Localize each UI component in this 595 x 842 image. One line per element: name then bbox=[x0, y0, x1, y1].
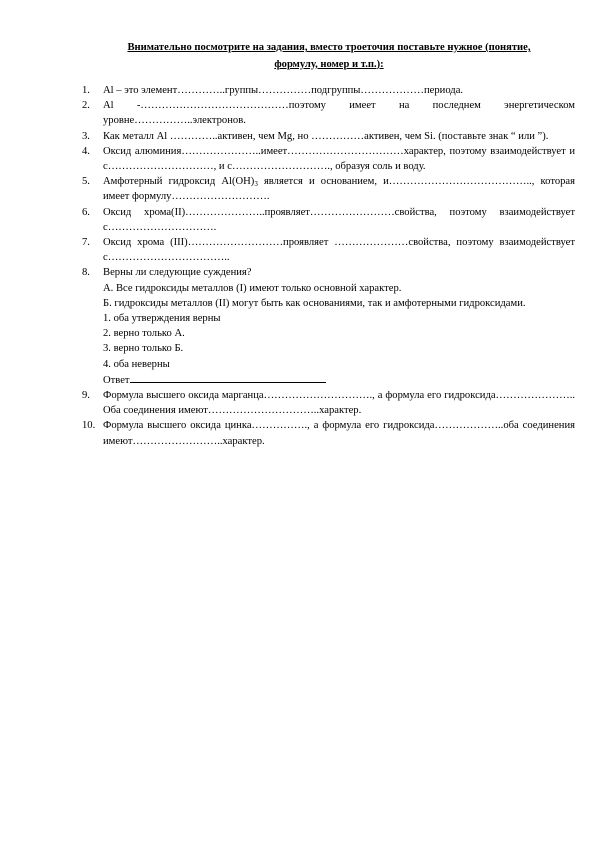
task-text: Оксид хрома(II)…………………..проявляет……………………свойства, поэтому взаимодействует с…………………………. bbox=[103, 206, 575, 233]
task-text: Формула высшего оксида цинка……………., а формула его гидроксида………………..оба соединения имеют……………………..характер. bbox=[103, 420, 575, 447]
title-line-1: Внимательно посмотрите на задания, вместо троеточия поставьте нужное (понятие, bbox=[127, 42, 531, 53]
worksheet-title bbox=[82, 40, 576, 73]
task-item-8 bbox=[82, 265, 575, 388]
task-number: 3. bbox=[82, 130, 90, 142]
answer-row bbox=[103, 372, 575, 388]
task-item-3 bbox=[82, 129, 575, 144]
task-number: 4. bbox=[82, 145, 90, 157]
task-number: 10. bbox=[82, 420, 96, 432]
statement-a: А. Все гидроксиды металлов (I) имеют только основной характер. bbox=[103, 282, 402, 294]
task-number: 9. bbox=[82, 390, 90, 402]
task-text: Оксид хрома (III)………………………проявляет …………………свойства, поэтому взаимодействует с…………………………….. bbox=[103, 237, 575, 264]
option-3: 3. верно только Б. bbox=[103, 343, 184, 355]
task-number: 5. bbox=[82, 176, 90, 188]
task-item-2 bbox=[82, 98, 575, 128]
task-text: Как металл Al …………..активен, чем Mg, но ……………активен, чем Si. (поставьте знак “ или ”). bbox=[103, 130, 549, 142]
task-item-5 bbox=[82, 174, 575, 204]
task-item-7 bbox=[82, 235, 575, 265]
task-item-9 bbox=[82, 388, 575, 418]
option-4: 4. оба неверны bbox=[103, 358, 170, 370]
task-text-post: является и основанием, и………………………………….., которая имеет формулу………………………. bbox=[103, 176, 575, 203]
statement-b: Б. гидроксиды металлов (II) могут быть как основаниями, так и амфотерными гидроксидами. bbox=[103, 297, 526, 309]
task-number: 6. bbox=[82, 206, 90, 218]
option-1: 1. оба утверждения верны bbox=[103, 313, 221, 325]
title-line-2: формулу, номер и т.п.): bbox=[274, 58, 384, 70]
task-number: 2. bbox=[82, 100, 90, 112]
task-item-10 bbox=[82, 418, 575, 448]
task-text-pre: Амфотерный гидроксид Al(OH) bbox=[103, 176, 255, 188]
task-list bbox=[82, 83, 575, 449]
answer-blank-line[interactable] bbox=[130, 372, 326, 383]
option-2: 2. верно только А. bbox=[103, 328, 185, 340]
task-number: 8. bbox=[82, 267, 90, 279]
task-item-1 bbox=[82, 83, 575, 98]
task-text: Формула высшего оксида марганца…………………………., а формула его гидроксида………………….. Оба соединения имеют…………………………..характер. bbox=[103, 390, 575, 417]
task-text bbox=[103, 174, 575, 204]
task-text: Оксид алюминия…………………..имеет……………………………характер, поэтому взаимодействует и с…………………………, и с………………………., образуя соль и воду. bbox=[103, 145, 575, 173]
task-number: 1. bbox=[82, 85, 90, 96]
task-text: Al – это элемент…………..группы……………подгруппы………………периода. bbox=[103, 85, 464, 96]
task-item-6 bbox=[82, 205, 575, 235]
task-item-4 bbox=[82, 144, 575, 174]
task-text: Al -……………………………………поэтому имеет на последнем энергетическом уровне……………..электронов. bbox=[103, 100, 575, 127]
task-question: Верны ли следующие суждения? bbox=[103, 267, 252, 279]
subscript: 3 bbox=[254, 180, 258, 189]
task-number: 7. bbox=[82, 237, 90, 249]
answer-label: Ответ bbox=[103, 374, 130, 386]
